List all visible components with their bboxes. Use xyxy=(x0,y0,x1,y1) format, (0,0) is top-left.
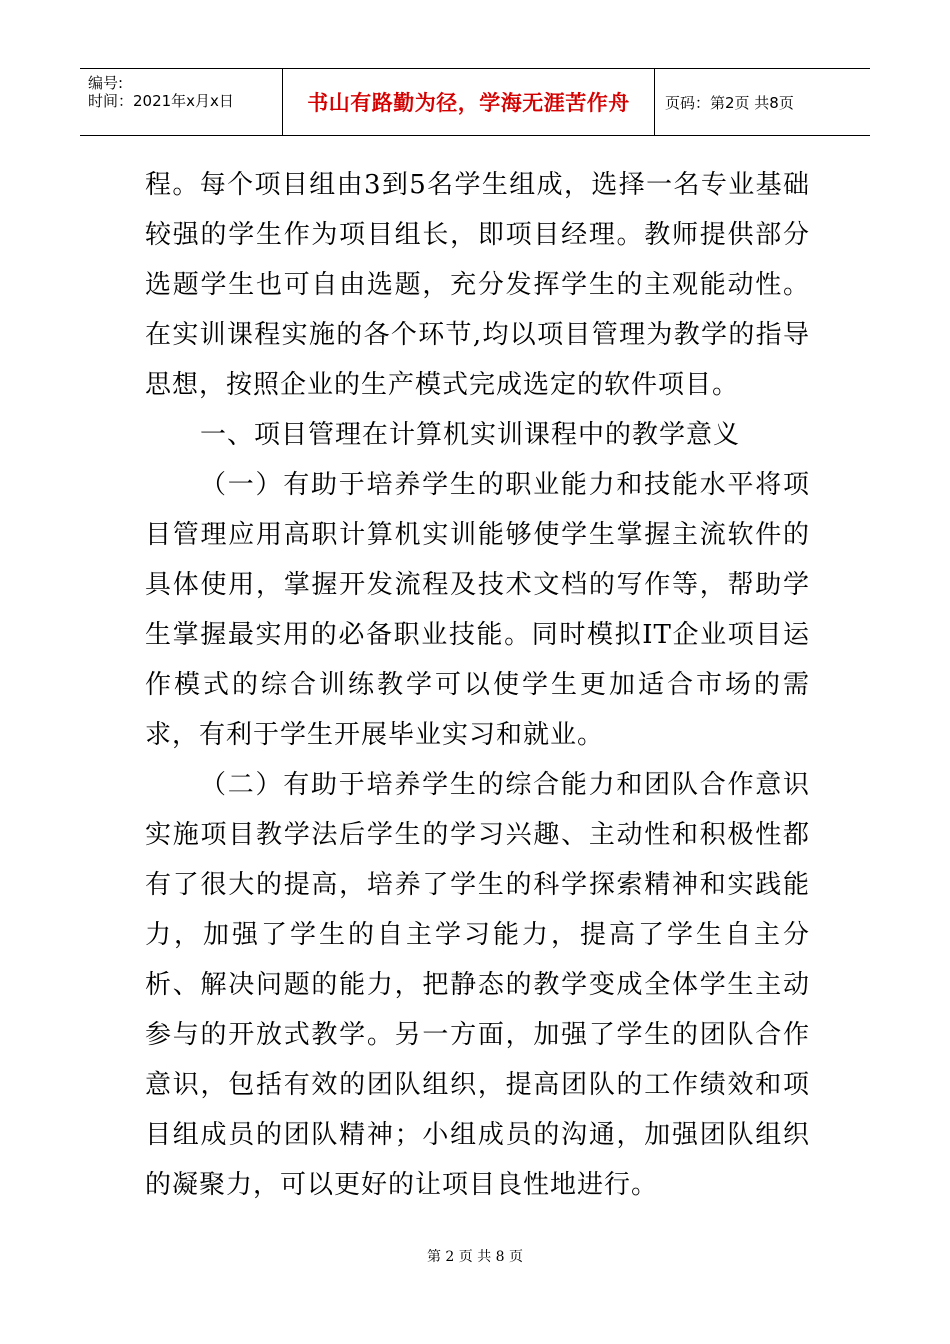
header-page-info: 页码：第2页 共8页 xyxy=(665,93,794,112)
paragraph-subsection-1: （一）有助于培养学生的职业能力和技能水平将项目管理应用高职计算机实训能够使学生掌握主流软件的具体使用，掌握开发流程及技术文档的写作等，帮助学生掌握最实用的必备职业技能。同时模拟IT企业项目运作模式的综合训练教学可以使学生更加适合市场的需求，有利于学生开展毕业实习和就业。 xyxy=(145,470,810,750)
paragraph-continuation: 程。每个项目组由3到5名学生组成，选择一名专业基础较强的学生作为项目组长，即项目经理。教师提供部分选题学生也可自由选题，充分发挥学生的主观能动性。在实训课程实施的各个环节,均以项目管理为教学的指导思想，按照企业的生产模式完成选定的软件项目。 xyxy=(145,170,810,400)
time-label: 时间：2021年x月x日 xyxy=(88,92,234,110)
header-meta xyxy=(88,69,283,135)
page-footer: 第 2 页 共 8 页 xyxy=(426,1249,524,1265)
page-header xyxy=(80,68,870,136)
header-motto: 书山有路勤为径，学海无涯苦作舟 xyxy=(307,91,630,115)
header-divider xyxy=(654,69,655,135)
paragraph-subsection-2: （二）有助于培养学生的综合能力和团队合作意识实施项目教学法后学生的学习兴趣、主动性和积极性都有了很大的提高，培养了学生的科学探索精神和实践能力，加强了学生的自主学习能力，提高了学生自主分析、解决问题的能力，把静态的教学变成全体学生主动参与的开放式教学。另一方面，加强了学生的团队合作意识，包括有效的团队组织，提高团队的工作绩效和项目组成员的团队精神；小组成员的沟通，加强团队组织的凝聚力，可以更好的让项目良性地进行。 xyxy=(145,770,810,1200)
number-label: 编号: xyxy=(88,74,124,92)
document-body xyxy=(145,160,810,1210)
section-heading: 一、项目管理在计算机实训课程中的教学意义 xyxy=(200,420,741,450)
